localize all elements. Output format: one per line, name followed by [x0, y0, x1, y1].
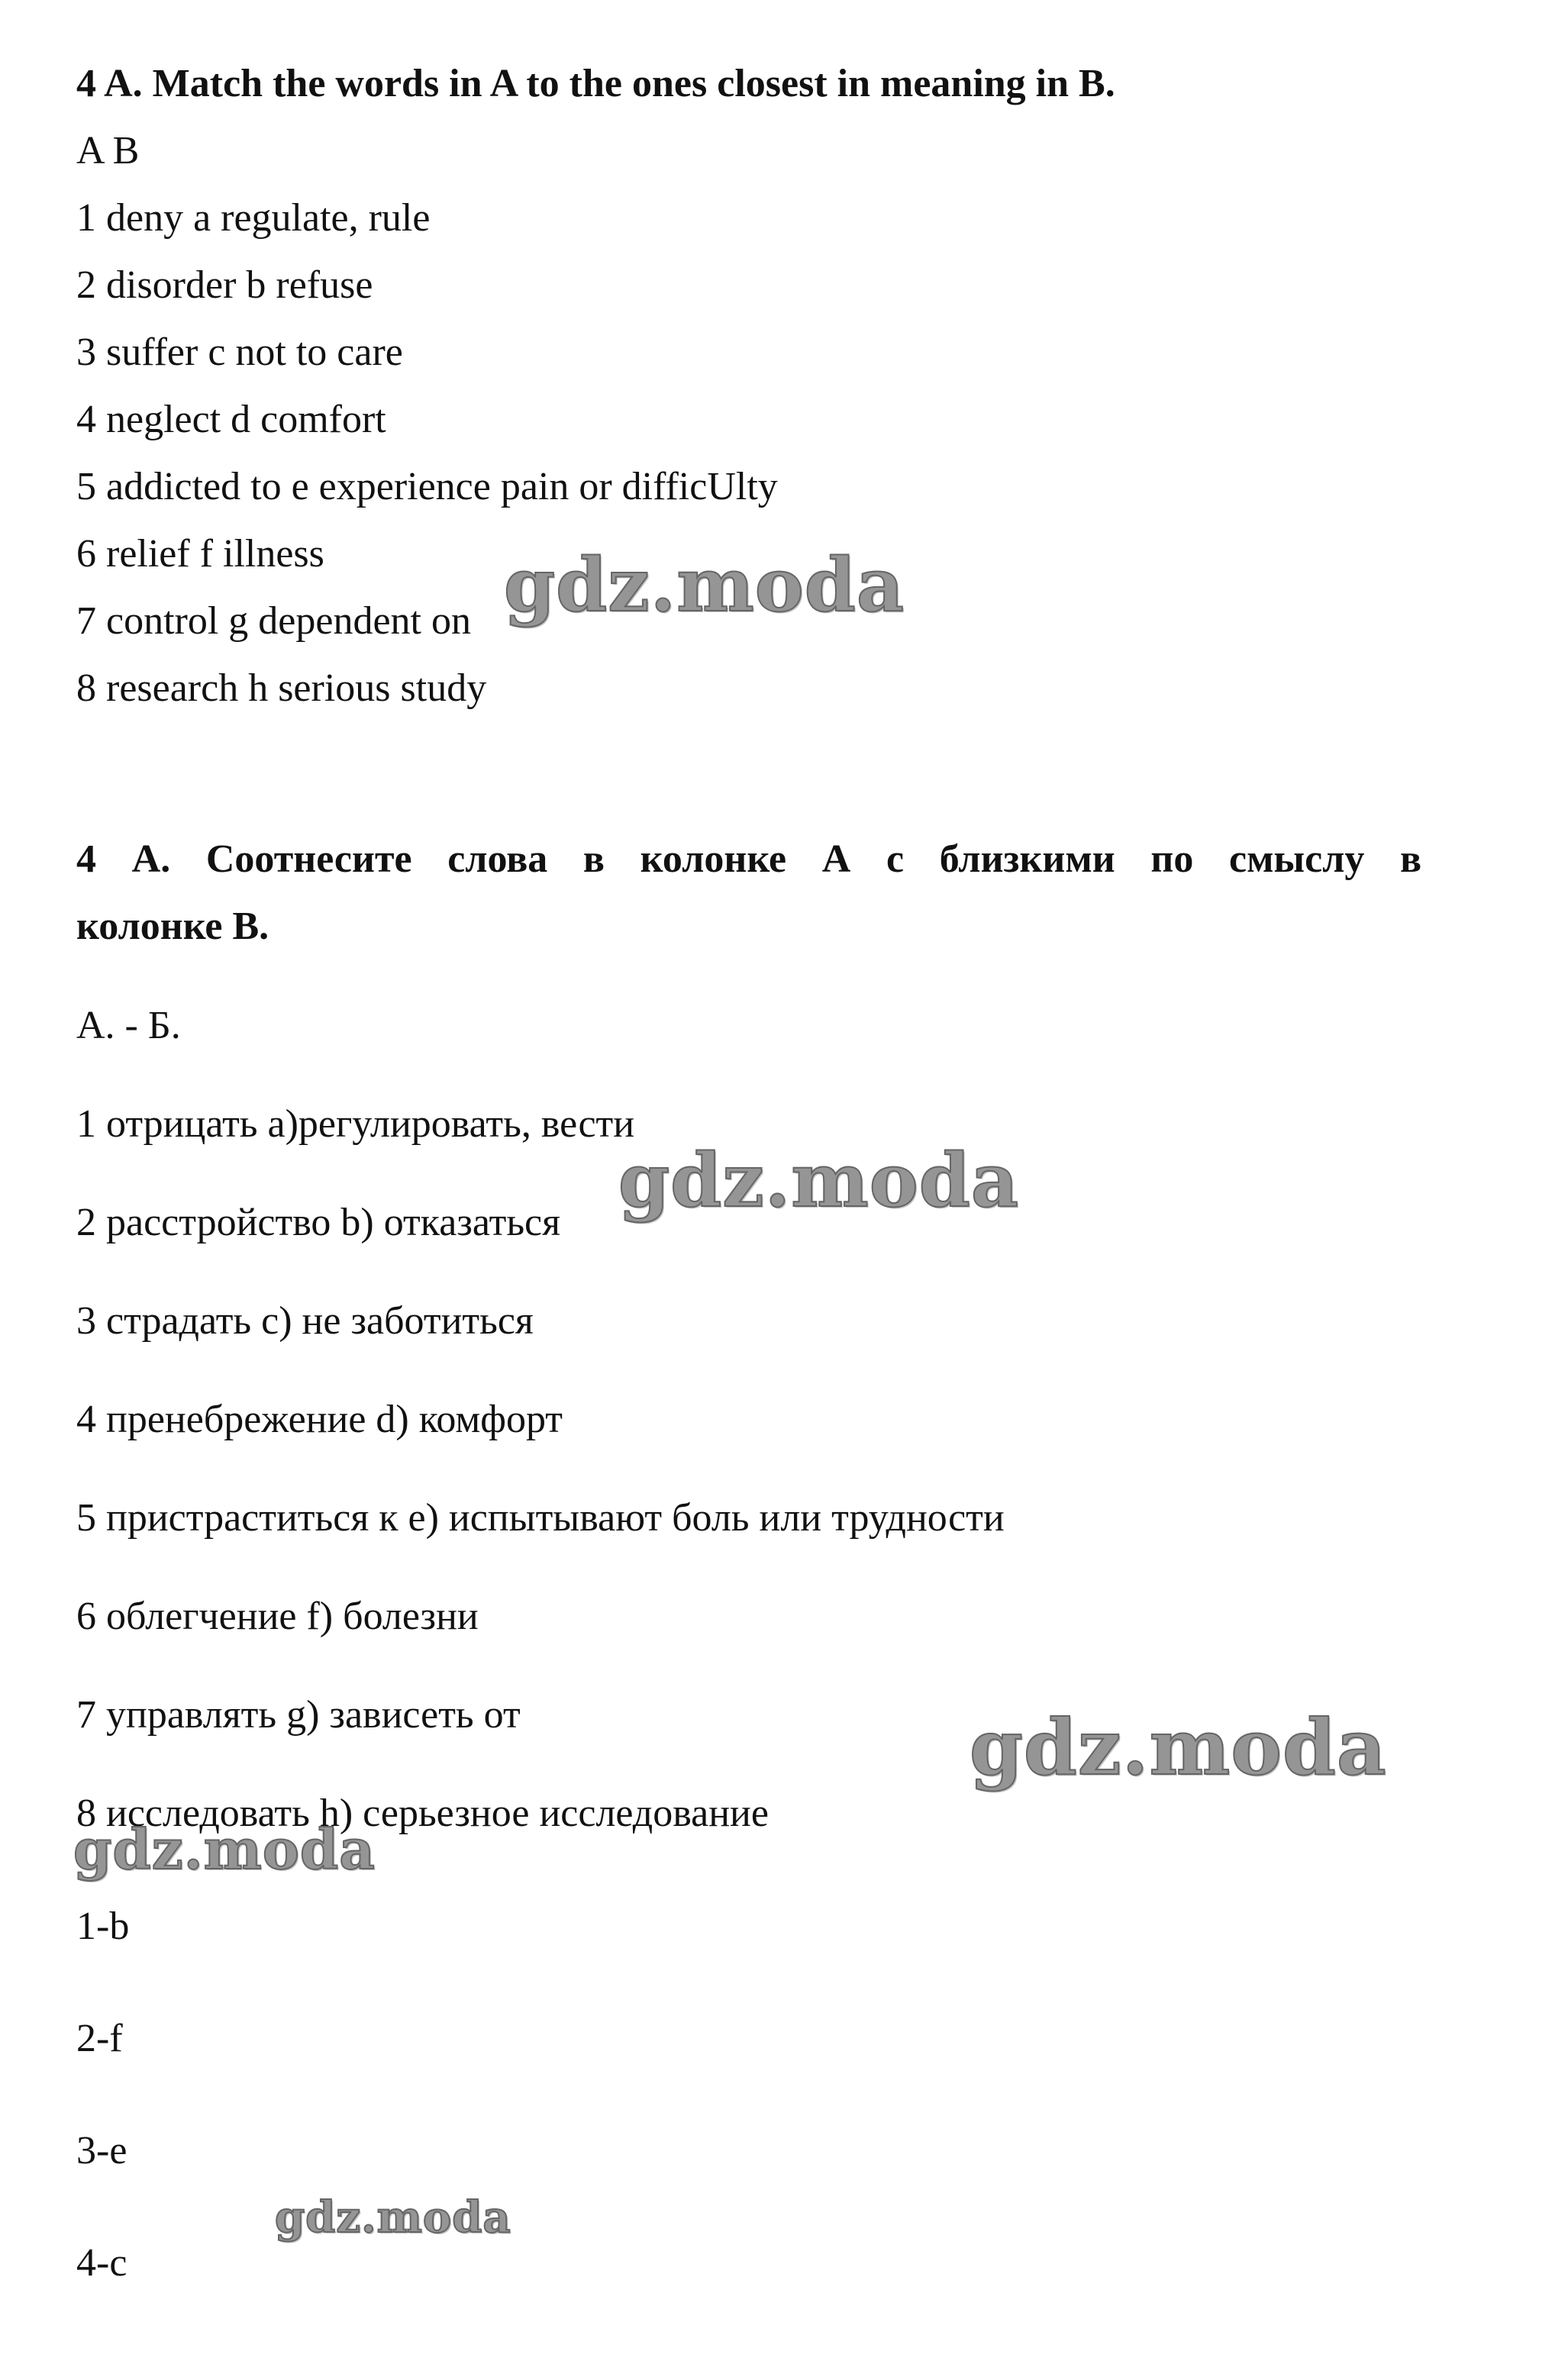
russian-heading-line2: колонке В.: [76, 905, 269, 948]
russian-columns: А. - Б.: [76, 1004, 181, 1047]
answer-1: 1-b: [76, 1905, 130, 1948]
english-heading: 4 A. Match the words in A to the ones closest in meaning in B.: [76, 62, 1115, 105]
watermark: gdz.moda: [618, 1137, 1020, 1224]
watermark: gdz.moda: [504, 542, 905, 628]
english-item-3: 3 suffer c not to care: [76, 331, 403, 374]
heading-word: в: [582, 837, 605, 881]
english-columns: A B: [76, 129, 140, 173]
heading-word: Соотнесите: [205, 837, 412, 881]
english-item-1: 1 deny a regulate, rule: [76, 196, 431, 240]
answer-2: 2-f: [76, 2017, 123, 2060]
heading-word: с: [886, 837, 905, 881]
russian-item-7: 7 управлять g) зависеть от: [76, 1693, 521, 1737]
english-item-2: 2 disorder b refuse: [76, 263, 373, 307]
russian-item-2: 2 расстройство b) отказаться: [76, 1201, 561, 1244]
russian-item-6: 6 облегчение f) болезни: [76, 1595, 479, 1638]
heading-word: А.: [131, 837, 171, 881]
watermark: gdz.moda: [73, 1817, 376, 1882]
heading-word: слова: [447, 837, 548, 881]
heading-word: близкими: [939, 837, 1115, 881]
heading-word: А: [821, 837, 851, 881]
russian-item-3: 3 страдать c) не заботиться: [76, 1299, 534, 1343]
heading-word: по: [1150, 837, 1194, 881]
russian-item-1: 1 отрицать а)регулировать, вести: [76, 1102, 635, 1146]
watermark: gdz.moda: [970, 1702, 1387, 1792]
heading-word: в: [1400, 837, 1422, 881]
english-item-8: 8 research h serious study: [76, 666, 487, 710]
heading-word: смыслу: [1229, 837, 1365, 881]
english-item-5: 5 addicted to e experience pain or difficUlty: [76, 465, 778, 508]
english-item-6: 6 relief f illness: [76, 532, 324, 576]
english-item-4: 4 neglect d comfort: [76, 398, 386, 441]
watermark: gdz.moda: [275, 2192, 511, 2243]
answer-3: 3-e: [76, 2129, 127, 2172]
heading-word: колонке: [640, 837, 787, 881]
russian-heading-line1: [76, 826, 1421, 893]
russian-item-8: 8 исследовать h) серьезное исследование: [76, 1792, 769, 1835]
russian-item-4: 4 пренебрежение d) комфорт: [76, 1398, 563, 1441]
russian-item-5: 5 пристраститься к e) испытывают боль или трудности: [76, 1496, 1005, 1540]
english-item-7: 7 control g dependent on: [76, 599, 471, 643]
heading-word: 4: [76, 837, 96, 881]
answer-4: 4-c: [76, 2241, 127, 2285]
